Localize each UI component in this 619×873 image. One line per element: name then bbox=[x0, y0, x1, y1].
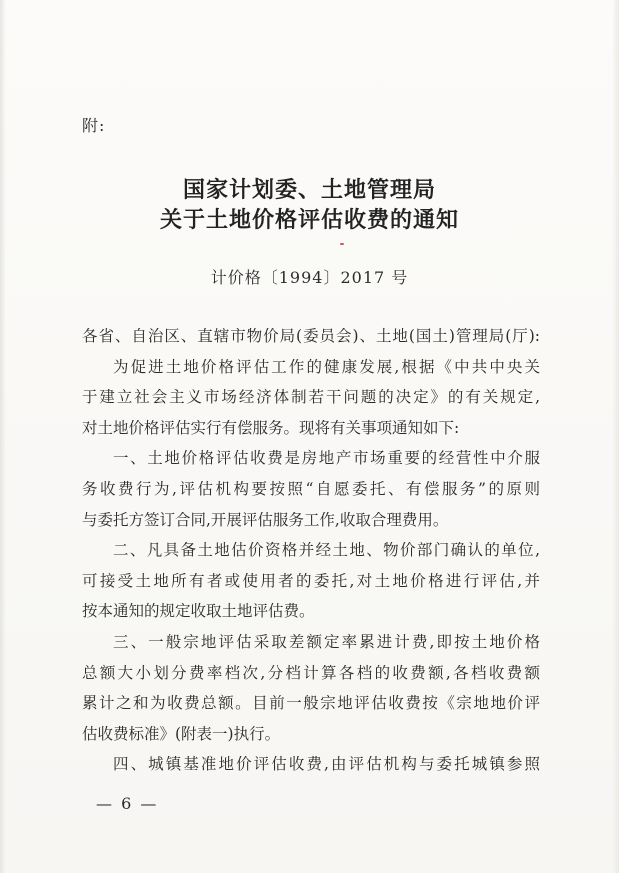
body-line: 对土地价格评估实行有偿服务。现将有关事项通知如下: bbox=[82, 418, 460, 437]
page-shadow-left bbox=[0, 0, 6, 873]
document-title-line-2: 关于土地价格评估收费的通知 bbox=[159, 208, 459, 233]
document-title-line-1: 国家计划委、土地管理局 bbox=[182, 178, 436, 203]
notice-body bbox=[82, 321, 540, 780]
page-shadow-right bbox=[612, 0, 619, 873]
body-line: 按本通知的规定收取土地评估费。 bbox=[82, 602, 315, 621]
body-line: 为促进土地价格评估工作的健康发展,根据《中共中央关 bbox=[113, 357, 540, 376]
body-line: 务收费行为,评估机构要按照“自愿委托、有偿服务”的原则 bbox=[82, 479, 540, 498]
body-line: 累计之和为收费总额。目前一般宗地评估收费按《宗地地价评 bbox=[82, 694, 540, 713]
body-line: 估收费标准》(附表一)执行。 bbox=[82, 724, 281, 743]
body-line: 四、城镇基准地价评估收费,由评估机构与委托城镇参照 bbox=[113, 755, 540, 774]
body-line: 与委托方签订合同,开展评估服务工作,收取合理费用。 bbox=[82, 510, 449, 529]
body-line: 二、凡具备土地估价资格并经土地、物价部门确认的单位, bbox=[113, 541, 540, 560]
body-line: 于建立社会主义市场经济体制若干问题的决定》的有关规定, bbox=[82, 388, 540, 407]
body-line: 一、土地价格评估收费是房地产市场重要的经营性中介服 bbox=[113, 449, 540, 468]
body-line: 三、一般宗地评估采取差额定率累进计费,即按土地价格 bbox=[113, 632, 540, 651]
attachment-label: 附: bbox=[82, 116, 106, 135]
body-line: 可接受土地所有者或使用者的委托,对土地价格进行评估,并 bbox=[82, 571, 540, 590]
body-line: 各省、自治区、直辖市物价局(委员会)、土地(国土)管理局(厅): bbox=[82, 327, 540, 345]
page-number: — 6 — bbox=[96, 794, 159, 813]
red-ink-mark bbox=[340, 243, 344, 245]
body-line: 总额大小划分费率档次,分档计算各档的收费额,各档收费额 bbox=[82, 663, 540, 682]
document-number: 计价格〔1994〕2017 号 bbox=[210, 268, 409, 287]
